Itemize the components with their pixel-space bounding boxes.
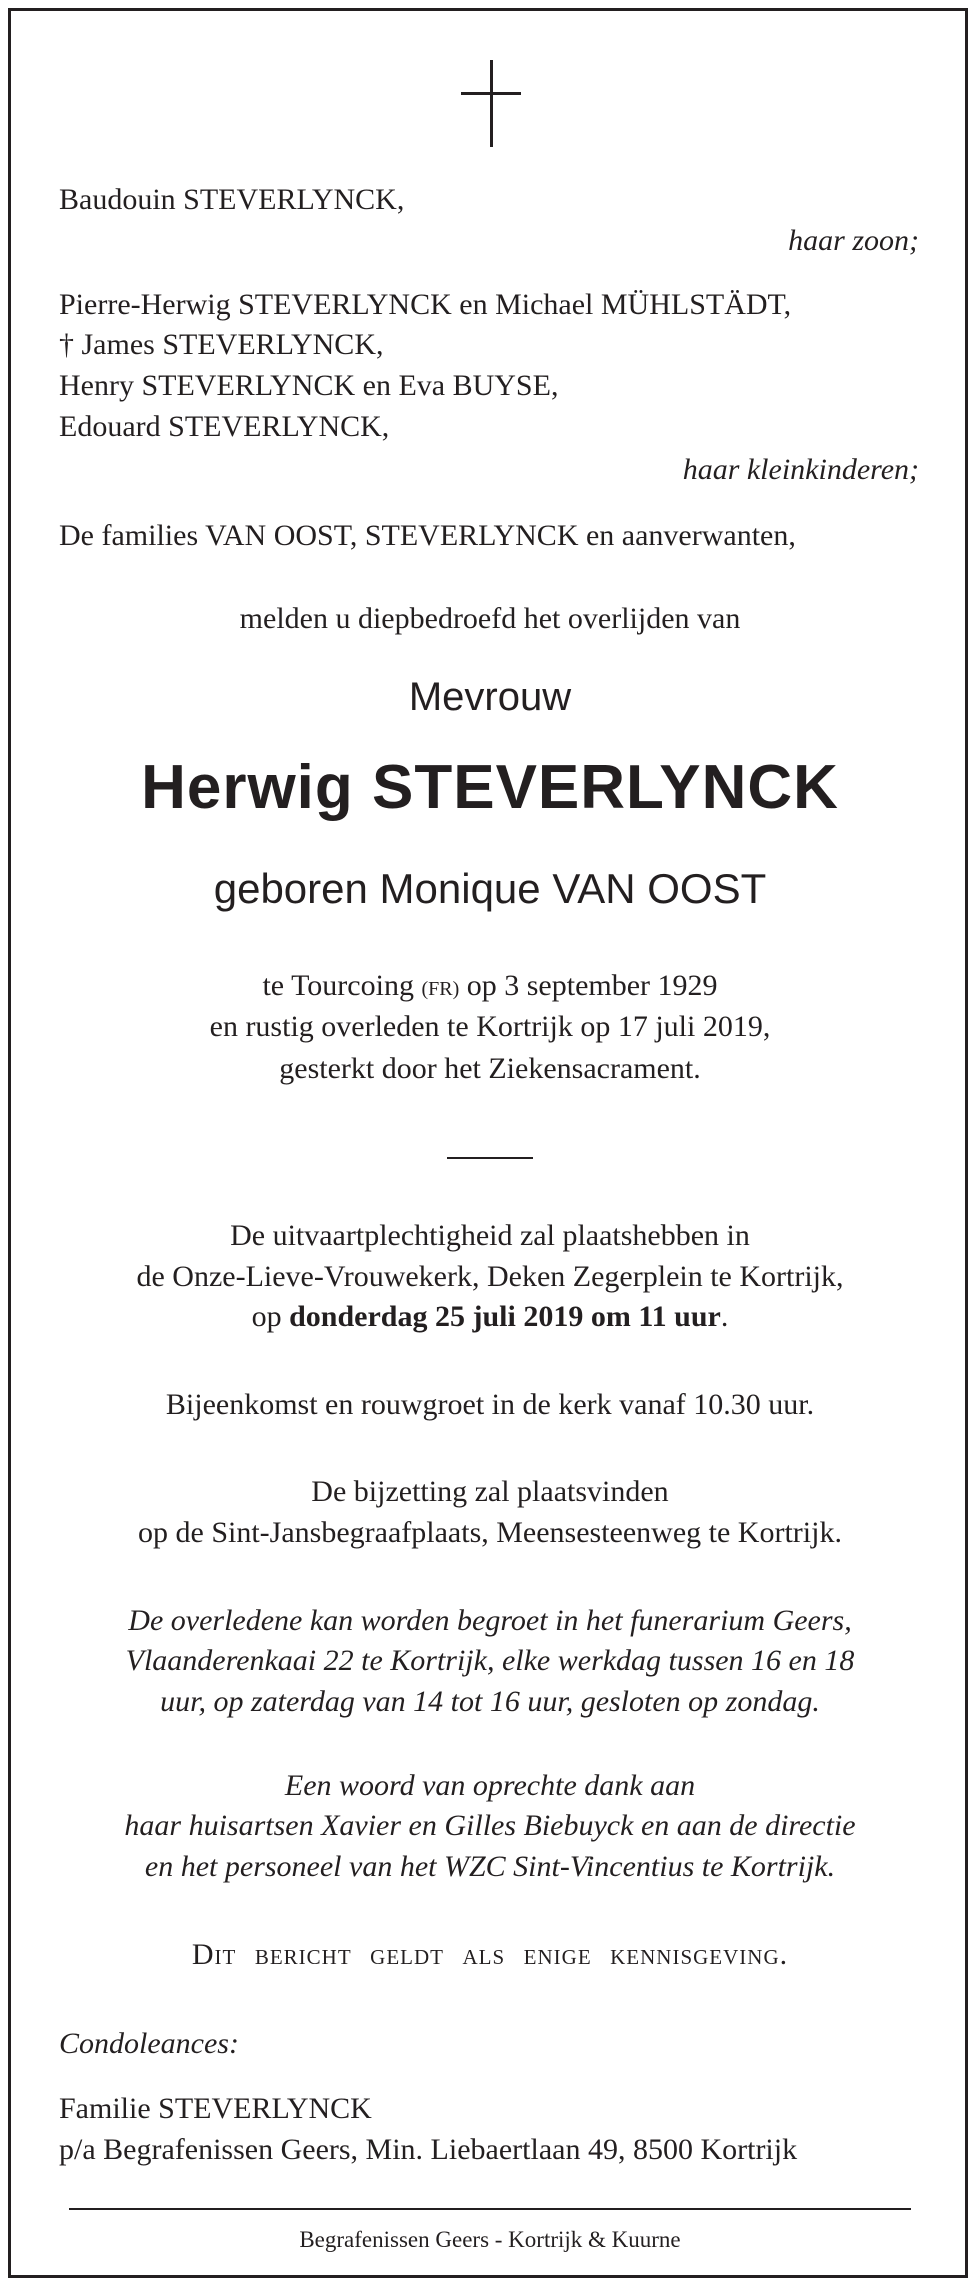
sacrament-line: gesterkt door het Ziekensacrament. (279, 1052, 701, 1085)
burial-line-2: op de Sint-Jansbegraafplaats, Meensesteenweg te Kortrijk. (138, 1516, 842, 1549)
viewing-line-1: De overledene kan worden begroet in het funerarium Geers, (128, 1604, 852, 1637)
grandchild-line-3: Henry STEVERLYNCK en Eva BUYSE, (59, 369, 559, 402)
viewing-line-2: Vlaanderenkaai 22 te Kortrijk, elke werkdag tussen 16 en 18 (125, 1644, 855, 1677)
ceremony-date-suffix: . (720, 1300, 729, 1333)
ceremony-date: donderdag 25 juli 2019 om 11 uur (289, 1300, 721, 1333)
birth-place: te Tourcoing (262, 969, 414, 1002)
notice-line: Dit bericht geldt als enige kennisgeving. (191, 1938, 789, 1971)
ceremony-line-2: de Onze-Lieve-Vrouwekerk, Deken Zegerplein te Kortrijk, (136, 1260, 844, 1293)
birth-line (0, 968, 980, 1007)
ceremony-date-prefix: op (251, 1300, 282, 1333)
cross-icon (461, 60, 521, 147)
salutation: Mevrouw (408, 675, 572, 719)
condolences-name: Familie STEVERLYNCK (59, 2092, 372, 2125)
birth-country: (FR) (421, 978, 460, 1000)
son-relation: haar zoon; (788, 224, 919, 257)
thanks-line-2: haar huisartsen Xavier en Gilles Biebuyck en aan de directie (124, 1809, 856, 1842)
death-line: en rustig overleden te Kortrijk op 17 juli 2019, (209, 1010, 771, 1043)
deceased-name: Herwig STEVERLYNCK (141, 753, 839, 822)
condolences-heading: Condoleances: (59, 2027, 239, 2060)
grandchild-line-4: Edouard STEVERLYNCK, (59, 410, 390, 443)
son-name: Baudouin STEVERLYNCK, (59, 183, 405, 216)
maiden-name: geboren Monique VAN OOST (213, 865, 767, 912)
undertaker: Begrafenissen Geers - Kortrijk & Kuurne (299, 2227, 681, 2252)
condolences-address: p/a Begrafenissen Geers, Min. Liebaertlaan 49, 8500 Kortrijk (59, 2133, 798, 2166)
families-line: De families VAN OOST, STEVERLYNCK en aanverwanten, (59, 519, 796, 552)
grandchildren-relation: haar kleinkinderen; (682, 453, 919, 486)
birth-date: op 3 september 1929 (466, 969, 718, 1002)
viewing-line-3: uur, op zaterdag van 14 tot 16 uur, gesloten op zondag. (160, 1685, 820, 1718)
grandchild-line-2: † James STEVERLYNCK, (59, 328, 384, 361)
announce-line: melden u diepbedroefd het overlijden van (239, 602, 741, 635)
thanks-line-1: Een woord van oprechte dank aan (284, 1769, 696, 1802)
burial-line-1: De bijzetting zal plaatsvinden (311, 1475, 669, 1508)
thanks-line-3: en het personeel van het WZC Sint-Vincentius te Kortrijk. (144, 1850, 836, 1883)
ceremony-line-1: De uitvaartplechtigheid zal plaatshebben in (230, 1219, 750, 1252)
gathering-line: Bijeenkomst en rouwgroet in de kerk vanaf 10.30 uur. (165, 1388, 815, 1421)
section-divider (447, 1157, 533, 1159)
footer-divider (69, 2208, 911, 2210)
grandchild-line-1: Pierre-Herwig STEVERLYNCK en Michael MÜHLSTÄDT, (59, 288, 792, 321)
ceremony-line-3 (0, 1299, 980, 1335)
